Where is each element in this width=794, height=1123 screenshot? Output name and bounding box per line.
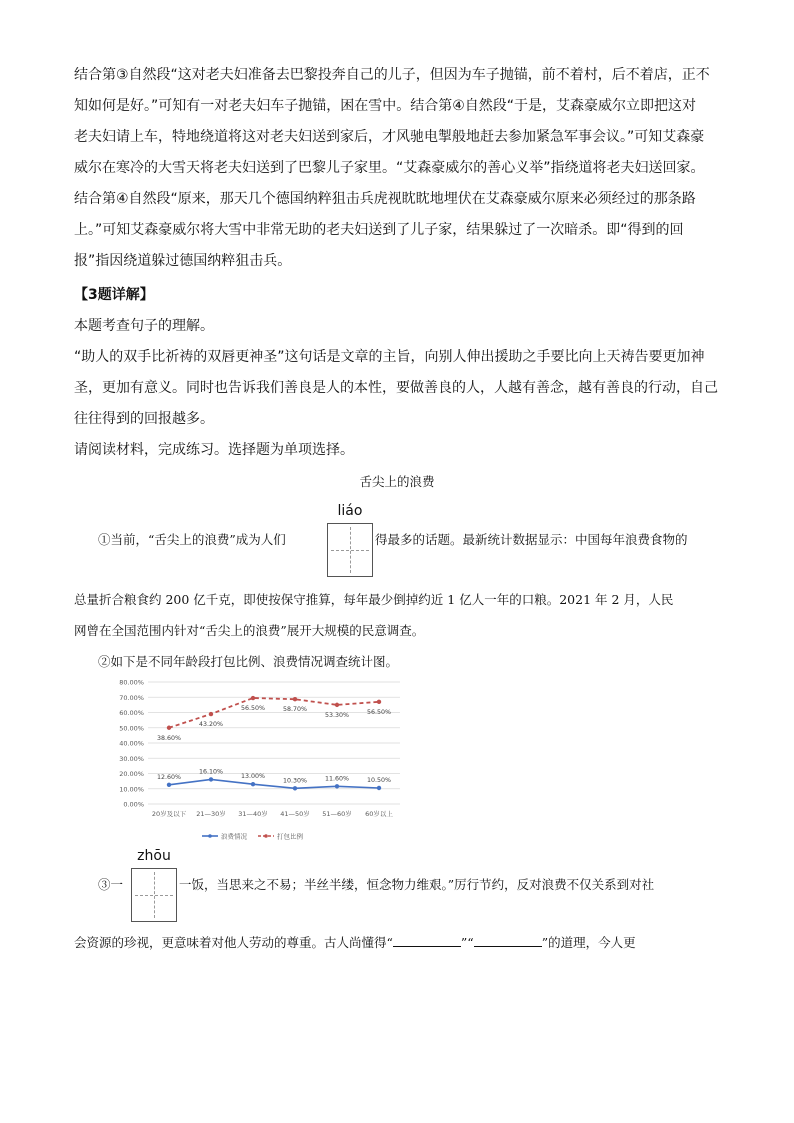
data-point	[293, 697, 297, 701]
section-heading: 【3题详解】	[74, 287, 154, 303]
data-point	[209, 777, 213, 781]
text-line: 报”指因绕道躲过德国纳粹狙击兵。	[74, 253, 292, 269]
text-line: 结合第④自然段“原来，那天几个德国纳粹狙击兵虎视眈眈地埋伏在艾森豪威尔原来必须经过的那条路	[74, 191, 696, 207]
data-label: 58.70%	[282, 706, 308, 714]
y-tick-label: 50.00%	[119, 724, 144, 733]
y-tick-label: 10.00%	[119, 785, 144, 794]
text-line: 结合第③自然段“这对老夫妇准备去巴黎投奔自己的儿子，但因为车子抛锚，前不着村，后不着店，正不	[74, 67, 710, 83]
line-chart	[98, 674, 408, 844]
answer-blank-1[interactable]	[393, 934, 461, 947]
legend-entry: 浪费情况	[221, 832, 247, 841]
data-point	[377, 786, 381, 790]
x-tick-label: 20岁及以下	[151, 810, 187, 818]
data-point	[335, 784, 339, 788]
chart-svg	[98, 674, 408, 844]
p3-line-2	[74, 933, 636, 951]
x-tick-label: 31—40岁	[238, 810, 268, 818]
data-label: 10.50%	[366, 776, 392, 784]
p2-text: ②如下是不同年龄段打包比例、浪费情况调查统计图。	[98, 654, 399, 669]
data-point	[251, 782, 255, 786]
data-point	[167, 783, 171, 787]
p1-after-text: 得最多的话题。最新统计数据显示：中国每年浪费食物的	[375, 532, 688, 547]
data-point	[251, 696, 255, 700]
p3-before-text: ③一	[98, 877, 124, 892]
p3-line-2-c: ”的道理，今人更	[541, 935, 636, 950]
data-label: 16.10%	[198, 768, 224, 776]
y-tick-label: 60.00%	[119, 709, 144, 717]
data-label: 13.00%	[240, 773, 266, 781]
p1-before-text: ①当前，“舌尖上的浪费”成为人们	[98, 532, 286, 547]
y-tick-label: 70.00%	[119, 693, 144, 702]
question-intro: 本题考查句子的理解。	[74, 318, 214, 334]
data-point	[293, 786, 297, 790]
data-label: 38.60%	[156, 734, 182, 742]
text-line: “助人的双手比祈祷的双唇更神圣”这句话是文章的主旨，向别人伸出援助之手要比向上天祷告要更加神	[74, 349, 705, 365]
data-point	[335, 703, 339, 707]
legend-marker	[264, 834, 268, 838]
legend-entry: 打包比例	[277, 832, 303, 841]
p3-line-2-b: ”“	[460, 935, 474, 950]
p1-line-2: 总量折合粮食约 200 亿千克，即使按保守推算，每年最少倒掉约近 1 亿人一年的口粮。2021 年 2 月，人民	[74, 592, 674, 607]
p3-line-2-a: 会资源的珍视，更意味着对他人劳动的尊重。古人尚懂得“	[74, 935, 393, 950]
y-tick-label: 0.00%	[123, 800, 144, 809]
data-label: 56.50%	[366, 708, 392, 716]
p1-line-3: 网曾在全国范围内针对“舌尖上的浪费”展开大规模的民意调查。	[74, 623, 425, 638]
data-label: 53.30%	[324, 711, 350, 719]
data-label: 10.30%	[282, 777, 308, 785]
text-line: 知如何是好。”可知有一对老夫妇车子抛锚，困在雪中。结合第④自然段“于是，艾森豪威尔立即把这对	[74, 98, 697, 114]
y-tick-label: 40.00%	[119, 739, 144, 748]
data-label: 56.50%	[240, 705, 266, 713]
data-point	[167, 726, 171, 730]
p3-after-text: 一饭，当思来之不易；半丝半缕，恒念物力维艰。”厉行节约，反对浪费不仅关系到对社	[179, 877, 655, 892]
y-tick-label: 80.00%	[119, 678, 144, 687]
answer-blank-2[interactable]	[474, 934, 542, 947]
character-grid-box[interactable]	[131, 868, 177, 922]
character-grid-box[interactable]	[327, 523, 373, 577]
data-point	[209, 712, 213, 716]
data-point	[377, 700, 381, 704]
instruction: 请阅读材料，完成练习。选择题为单项选择。	[74, 442, 354, 458]
x-tick-label: 60岁以上	[365, 810, 393, 818]
text-line: 威尔在寒冷的大雪天将老夫妇送到了巴黎儿子家里。“艾森豪威尔的善心义举”指绕道将老夫妇送回家。	[74, 160, 705, 176]
text-line: 上。”可知艾森豪威尔将大雪中非常无助的老夫妇送到了儿子家，结果躲过了一次暗杀。即“得到的回	[74, 222, 684, 238]
legend-marker	[208, 834, 212, 838]
pinyin-liao: liáo	[337, 503, 363, 519]
data-label: 43.20%	[198, 721, 224, 729]
x-tick-label: 21—30岁	[196, 810, 226, 818]
text-line: 往往得到的回报越多。	[74, 411, 214, 427]
article-title: 舌尖上的浪费	[359, 474, 435, 489]
y-tick-label: 20.00%	[119, 770, 144, 778]
text-line: 老夫妇请上车，特地绕道将这对老夫妇送到家后，才风驰电掣般地赶去参加紧急军事会议。”可知艾森豪	[74, 129, 705, 145]
x-tick-label: 41—50岁	[280, 810, 310, 818]
pinyin-zhou: zhōu	[137, 848, 171, 864]
y-tick-label: 30.00%	[119, 754, 144, 763]
x-tick-label: 51—60岁	[322, 810, 352, 818]
text-line: 圣，更加有意义。同时也告诉我们善良是人的本性，要做善良的人，人越有善念，越有善良的行动，自己	[74, 380, 718, 396]
data-label: 12.60%	[156, 773, 182, 781]
data-label: 11.60%	[324, 775, 350, 783]
